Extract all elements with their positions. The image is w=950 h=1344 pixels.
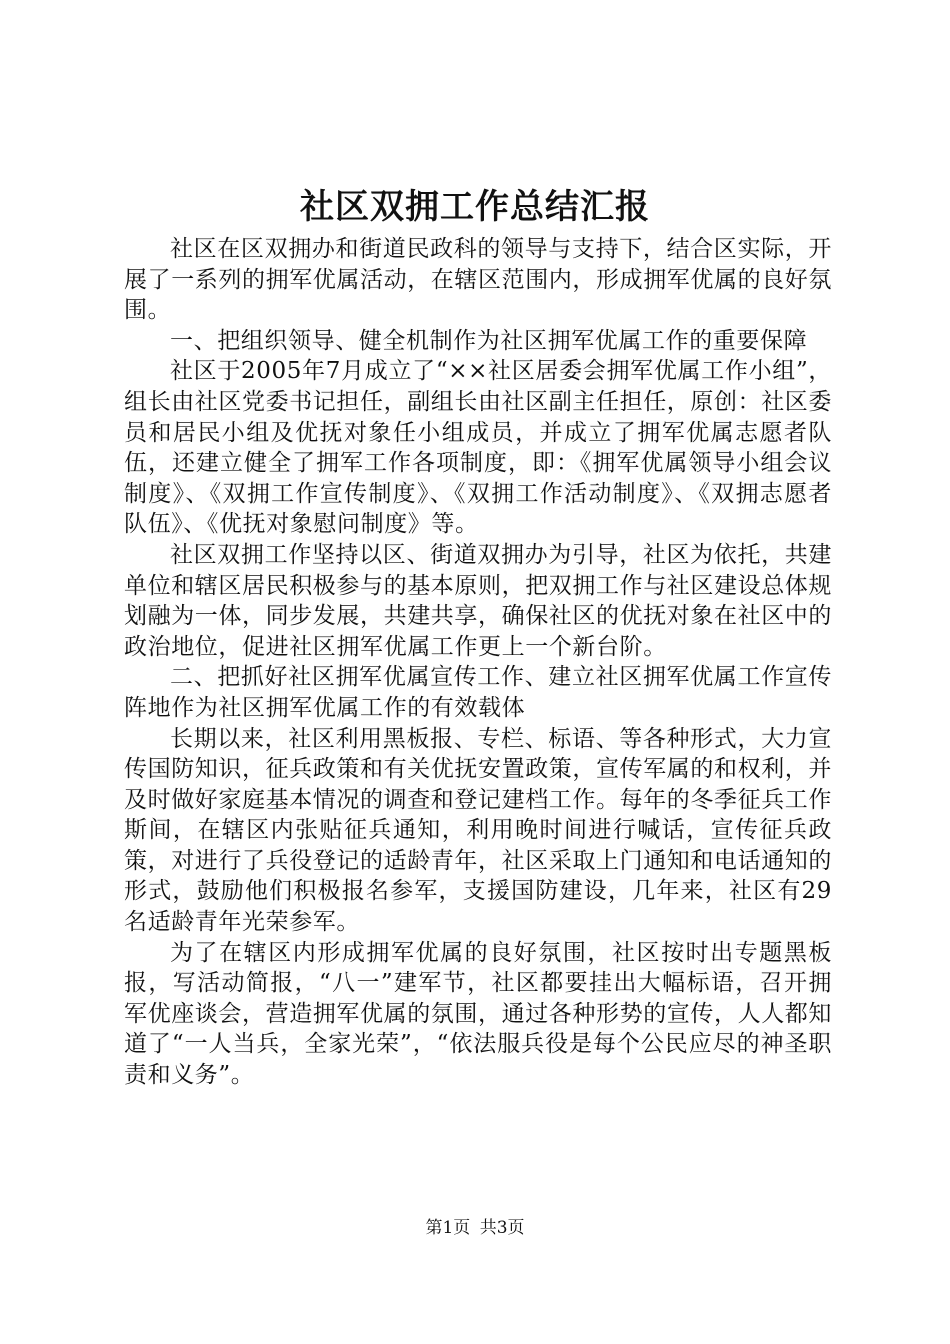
section-heading-1: 一、把组织领导、健全机制作为社区拥军优属工作的重要保障 xyxy=(170,327,808,354)
page-total: 共3页 xyxy=(479,1218,525,1238)
document-title: 社区双拥工作总结汇报 xyxy=(300,187,650,227)
paragraph-intro: 社区在区双拥办和街道民政科的领导与支持下，结合区实际，开展了一系列的拥军优属活动，在辖区范围内，形成拥军优属的良好氛围。 xyxy=(124,236,832,324)
page-footer xyxy=(0,1216,950,1240)
section-heading-2: 二、把抓好社区拥军优属宣传工作、建立社区拥军优属工作宣传阵地作为社区拥军优属工作的有效载体 xyxy=(124,664,832,721)
paragraph-organization: 社区于2005年7月成立了“××社区居委会拥军优属工作小组”，组长由社区党委书记担任，副组长由社区副主任担任，原创：社区委员和居民小组及优抚对象任小组成员，并成立了拥军优属志愿者队伍，还建立健全了拥军工作各项制度，即：《拥军优属领导小组会议制度》、《双拥工作宣传制度》、《双拥工作活动制度》、《双拥志愿者队伍》、《优抚对象慰问制度》等。 xyxy=(124,358,832,538)
paragraph-principles: 社区双拥工作坚持以区、街道双拥办为引导，社区为依托，共建单位和辖区居民积极参与的基本原则，把双拥工作与社区建设总体规划融为一体，同步发展，共建共享，确保社区的优抚对象在社区中的政治地位，促进社区拥军优属工作更上一个新台阶。 xyxy=(124,541,832,660)
paragraph-atmosphere: 为了在辖区内形成拥军优属的良好氛围，社区按时出专题黑板报，写活动简报，“八一”建军节，社区都要挂出大幅标语，召开拥军优座谈会，营造拥军优属的氛围，通过各种形势的宣传，人人都知道了“一人当兵，全家光荣”，“依法服兵役是每个公民应尽的神圣职责和义务”。 xyxy=(124,939,832,1089)
page-number: 第1页 xyxy=(425,1218,471,1238)
document-body xyxy=(124,234,832,1091)
paragraph-publicity: 长期以来，社区利用黑板报、专栏、标语、等各种形式，大力宣传国防知识，征兵政策和有关优抚安置政策，宣传军属的和权利，并及时做好家庭基本情况的调查和登记建档工作。每年的冬季征兵工作斯间，在辖区内张贴征兵通知，利用晚时间进行喊话，宣传征兵政策，对进行了兵役登记的适龄青年，社区采取上门通知和电话通知的形式，鼓励他们积极报名参军，支援国防建设，几年来，社区有29名适龄青年光荣参军。 xyxy=(124,725,832,936)
